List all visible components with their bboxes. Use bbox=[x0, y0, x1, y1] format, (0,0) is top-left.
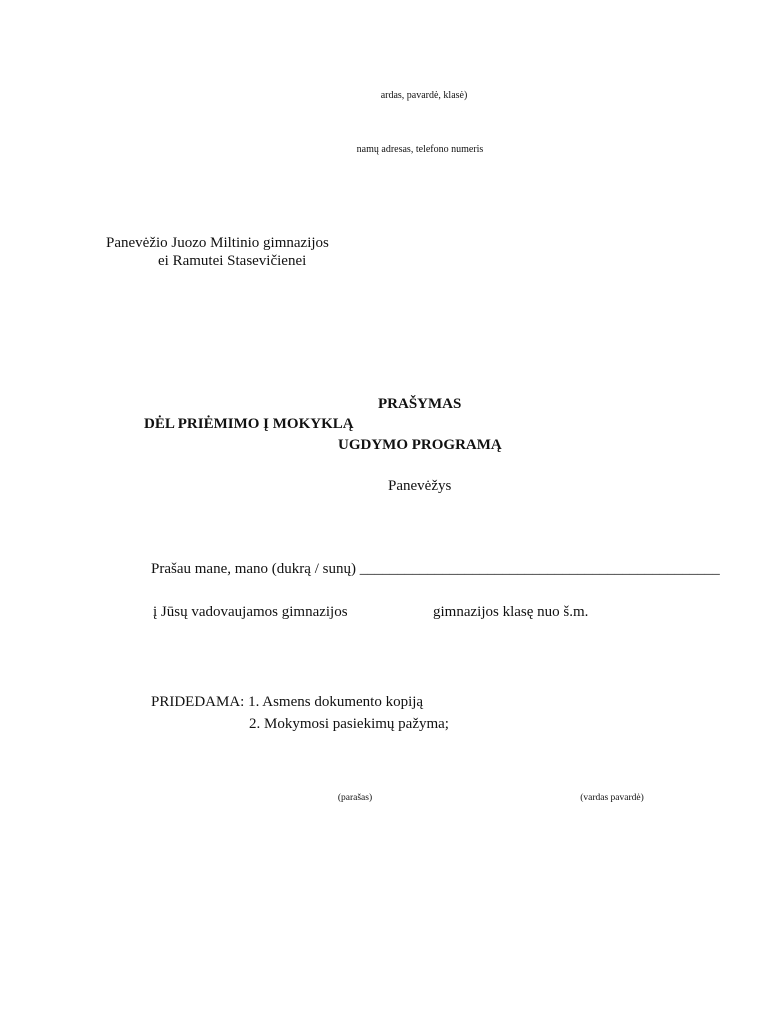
request-line: Prašau mane, mano (dukrą / sunų) ________________________________________________ bbox=[151, 561, 720, 577]
document-program: UGDYMO PROGRAMĄ bbox=[338, 437, 502, 453]
admission-text-part-1: į Jūsų vadovaujamos gimnazijos bbox=[153, 604, 348, 620]
address-caption: namų adresas, telefono numeris bbox=[356, 144, 484, 155]
recipient-line-2: ei Ramutei Stasevičienei bbox=[158, 253, 307, 269]
attachments-label: PRIDEDAMA: 1. Asmens dokumento kopiją bbox=[151, 694, 424, 710]
document-city: Panevėžys bbox=[388, 478, 452, 494]
document-subtitle: DĖL PRIĖMIMO Į MOKYKLĄ bbox=[144, 416, 354, 432]
document-title: PRAŠYMAS bbox=[378, 396, 462, 412]
recipient-line-1: Panevėžio Juozo Miltinio gimnazijos bbox=[106, 235, 329, 251]
signature-caption: (parašas) bbox=[337, 793, 373, 803]
name-caption: ardas, pavardė, klasė) bbox=[380, 90, 468, 101]
admission-text-part-2: gimnazijos klasę nuo š.m. bbox=[433, 604, 589, 620]
name-surname-caption: (vardas pavardė) bbox=[580, 793, 644, 803]
attachments-item-2: 2. Mokymosi pasiekimų pažyma; bbox=[249, 716, 449, 732]
